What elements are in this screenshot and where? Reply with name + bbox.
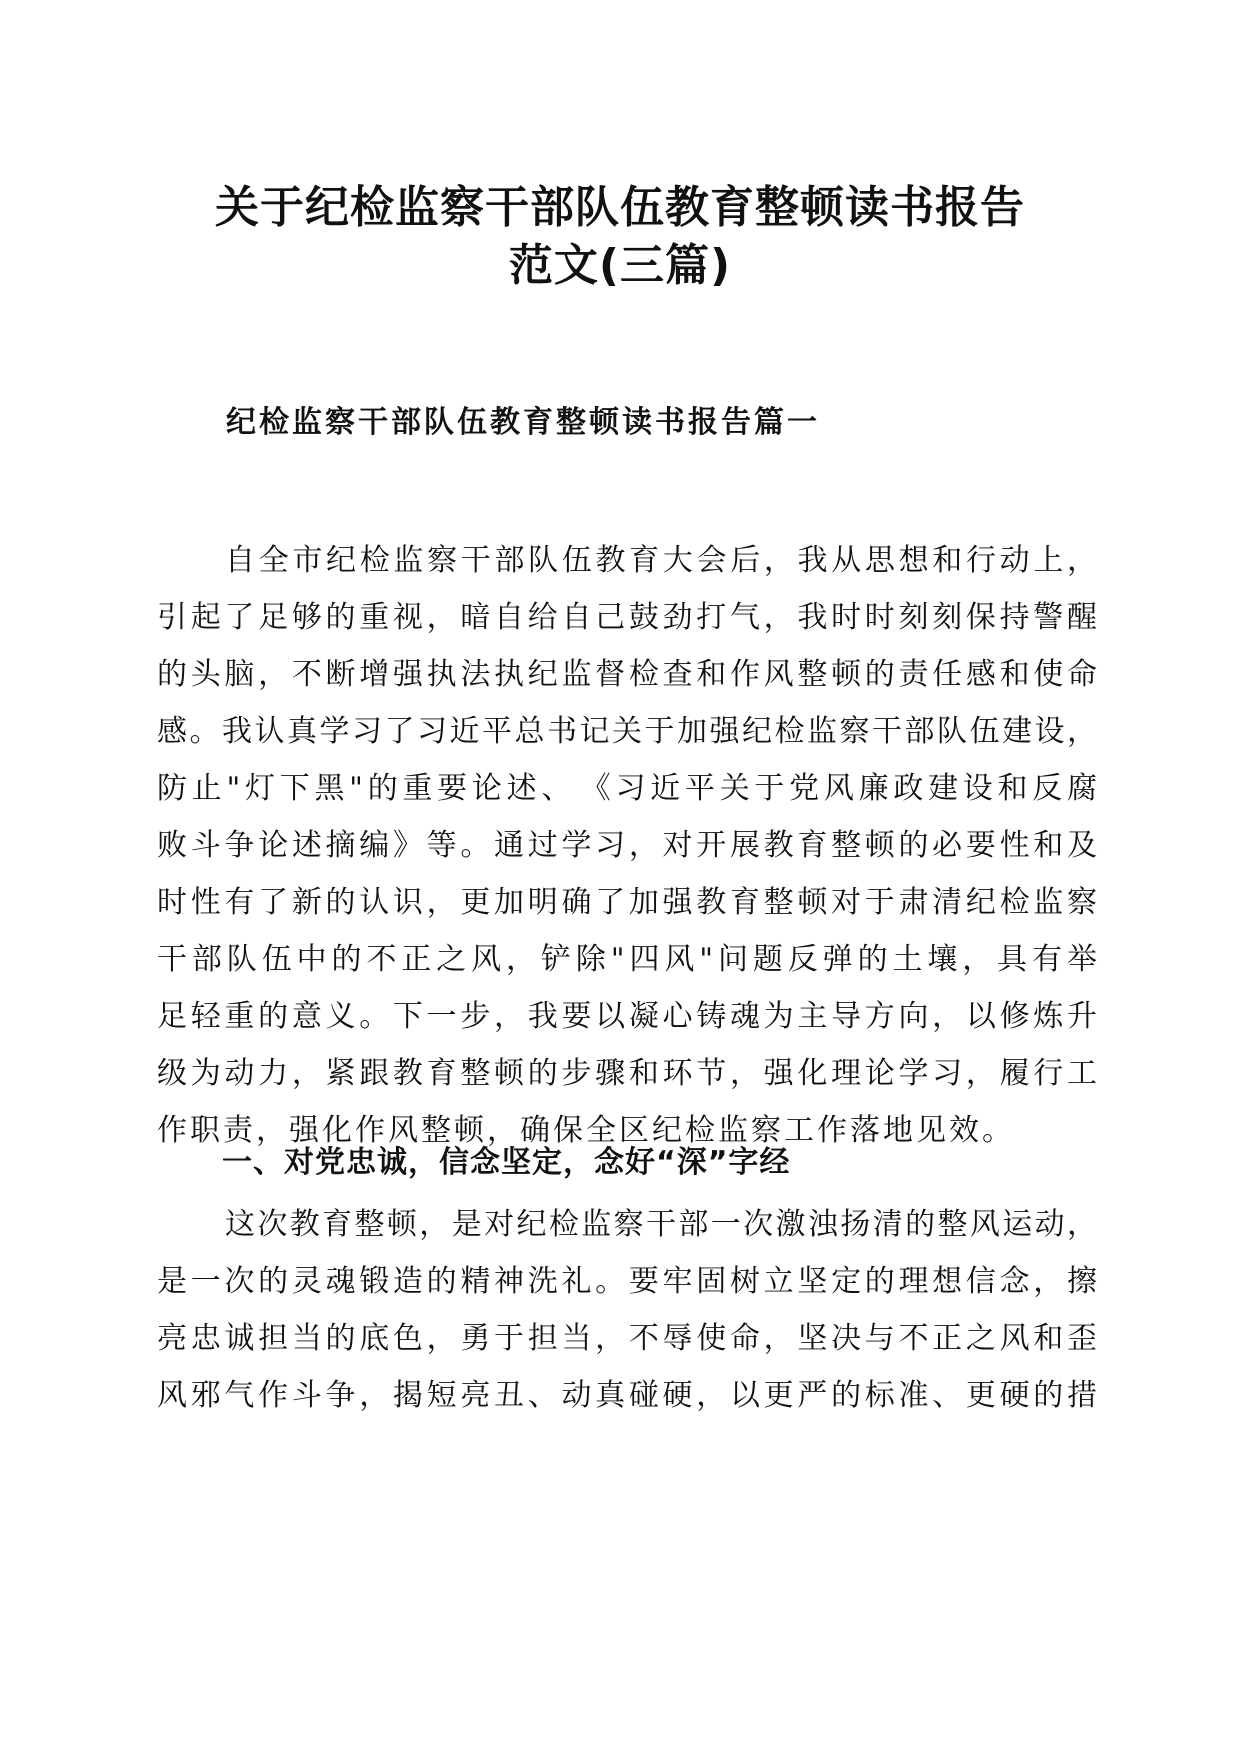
paragraph-line: 作职责，强化作风整顿，确保全区纪检监察工作落地见效。	[157, 1113, 1015, 1148]
paragraph-line: 感。我认真学习了习近平总书记关于加强纪检监察干部队伍建设，	[157, 714, 1097, 749]
paragraph-line: 自全市纪检监察干部队伍教育大会后，我从思想和行动上，	[225, 543, 1097, 578]
paragraph-line: 时性有了新的认识，更加明确了加强教育整顿对于肃清纪检监察	[157, 885, 1097, 920]
paragraph-line: 干部队伍中的不正之风，铲除"四风"问题反弹的土壤，具有举	[157, 942, 1097, 977]
paragraph-line: 的头脑，不断增强执法执纪监督检查和作风整顿的责任感和使命	[157, 657, 1097, 692]
document-title-line-2: 范文(三篇)	[508, 240, 732, 291]
paragraph-line: 级为动力，紧跟教育整顿的步骤和环节，强化理论学习，履行工	[157, 1056, 1097, 1091]
subheading-1: 一、对党忠诚，信念坚定，念好“深”字经	[222, 1145, 791, 1180]
section-heading: 纪检监察干部队伍教育整顿读书报告篇一	[226, 405, 820, 440]
paragraph-line: 是一次的灵魂锻造的精神洗礼。要牢固树立坚定的理想信念，擦	[157, 1264, 1097, 1299]
paragraph-line: 亮忠诚担当的底色，勇于担当，不辱使命，坚决与不正之风和歪	[157, 1321, 1097, 1356]
paragraph-line: 防止"灯下黑"的重要论述、 《习近平关于党风廉政建设和反腐	[157, 771, 1097, 806]
paragraph-line: 这次教育整顿，是对纪检监察干部一次激浊扬清的整风运动，	[225, 1207, 1097, 1242]
document-title-line-1: 关于纪检监察干部队伍教育整顿读书报告	[215, 182, 1025, 233]
paragraph-line: 足轻重的意义。下一步，我要以凝心铸魂为主导方向，以修炼升	[157, 999, 1097, 1034]
paragraph-line: 引起了足够的重视，暗自给自己鼓劲打气，我时时刻刻保持警醒	[157, 600, 1097, 635]
paragraph-line: 败斗争论述摘编》等。通过学习，对开展教育整顿的必要性和及	[157, 828, 1097, 863]
paragraph-line: 风邪气作斗争，揭短亮丑、动真碰硬，以更严的标准、更硬的措	[157, 1378, 1097, 1413]
